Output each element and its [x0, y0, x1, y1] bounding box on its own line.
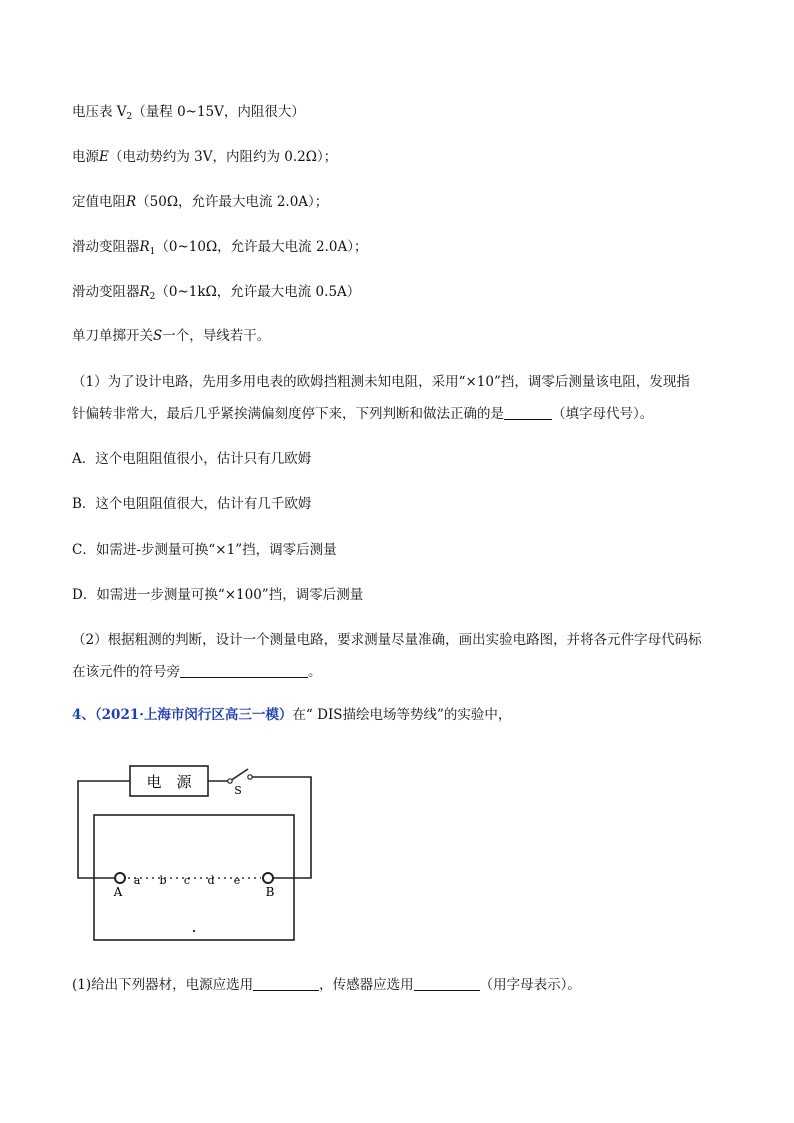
power-label: 电 源: [146, 773, 192, 791]
item-rheostat-r2: 滑动变阻器$R_2(0\sim 1k\Omega$，允许最大电流 0.5A）: [72, 284, 361, 302]
item-switch: 单刀单掷开关S一个，导线若干。: [72, 328, 271, 344]
question-4-1: (1)给出下列器材，电源应选用 ，传感器应选用 （用字母表示）。: [72, 977, 581, 993]
item-power-source: 电源E（电动势约为 3V，内阻约为 0.2Ω）；: [72, 149, 338, 165]
problem-4-heading: [72, 706, 511, 724]
answer-blank-q1[interactable]: [504, 406, 552, 420]
item-rheostat-r1: 滑动变阻器$R_1(0\sim 10\Omega$，允许最大电流 2.0A）；: [72, 239, 368, 257]
question-2-line-2: 在该元件的符号旁 。: [72, 664, 322, 680]
option-c: C．如需进-步测量可换“×1”挡，调零后测量: [72, 542, 337, 558]
point-a-label: A: [113, 885, 123, 899]
item-fixed-resistor: 定值电阻R（50Ω，允许最大电流 2.0A）；: [72, 194, 329, 210]
answer-blank-sensor[interactable]: [414, 977, 480, 991]
point-b-small: b: [159, 874, 167, 887]
question-2-line-1: （2）根据粗测的判断，设计一个测量电路，要求测量尽量准确，画出实验电路图，并将各元件字母代码标: [72, 632, 702, 648]
problem-source: （2021·上海市闵行区高三一模）: [94, 707, 293, 723]
paper-dot: [193, 930, 195, 932]
question-1-line-2: 针偏转非常大，最后几乎紧挨满偏刻度停下来，下列判断和做法正确的是 （填字母代号）。: [72, 406, 654, 422]
point-c-small: c: [183, 874, 191, 887]
point-a-small: a: [133, 874, 141, 887]
dis-circuit-diagram: [68, 760, 318, 950]
switch-contact-left: [228, 779, 232, 783]
option-b: B．这个电阻阻值很大，估计有几千欧姆: [72, 496, 312, 512]
problem-number: 4、: [72, 707, 95, 723]
answer-blank-q2[interactable]: [180, 664, 308, 678]
point-e-small: e: [233, 874, 241, 887]
item-voltmeter-v2: 电压表 $V_2$（量程 0~15V，内阻很大）: [72, 104, 305, 122]
option-a: A．这个电阻阻值很小，估计只有几欧姆: [72, 451, 312, 467]
problem-text: 在“ DIS描绘电场等势线”的实验中，: [292, 707, 512, 723]
electrode-b: [263, 873, 273, 883]
switch-contact-right: [248, 775, 252, 779]
switch-blade: [230, 769, 248, 781]
switch-label: S: [234, 784, 242, 797]
answer-blank-power[interactable]: [253, 977, 319, 991]
point-b-label: B: [265, 885, 275, 899]
point-d-small: d: [207, 874, 215, 887]
question-1-line-1: （1）为了设计电路，先用多用电表的欧姆挡粗测未知电阻，采用“×10”挡，调零后测量该电阻，发现指: [72, 374, 690, 390]
option-d: D．如需进一步测量可换“×100”挡，调零后测量: [72, 587, 364, 603]
electrode-a: [115, 873, 125, 883]
right-wire: [250, 777, 311, 878]
left-wire: [78, 781, 130, 878]
